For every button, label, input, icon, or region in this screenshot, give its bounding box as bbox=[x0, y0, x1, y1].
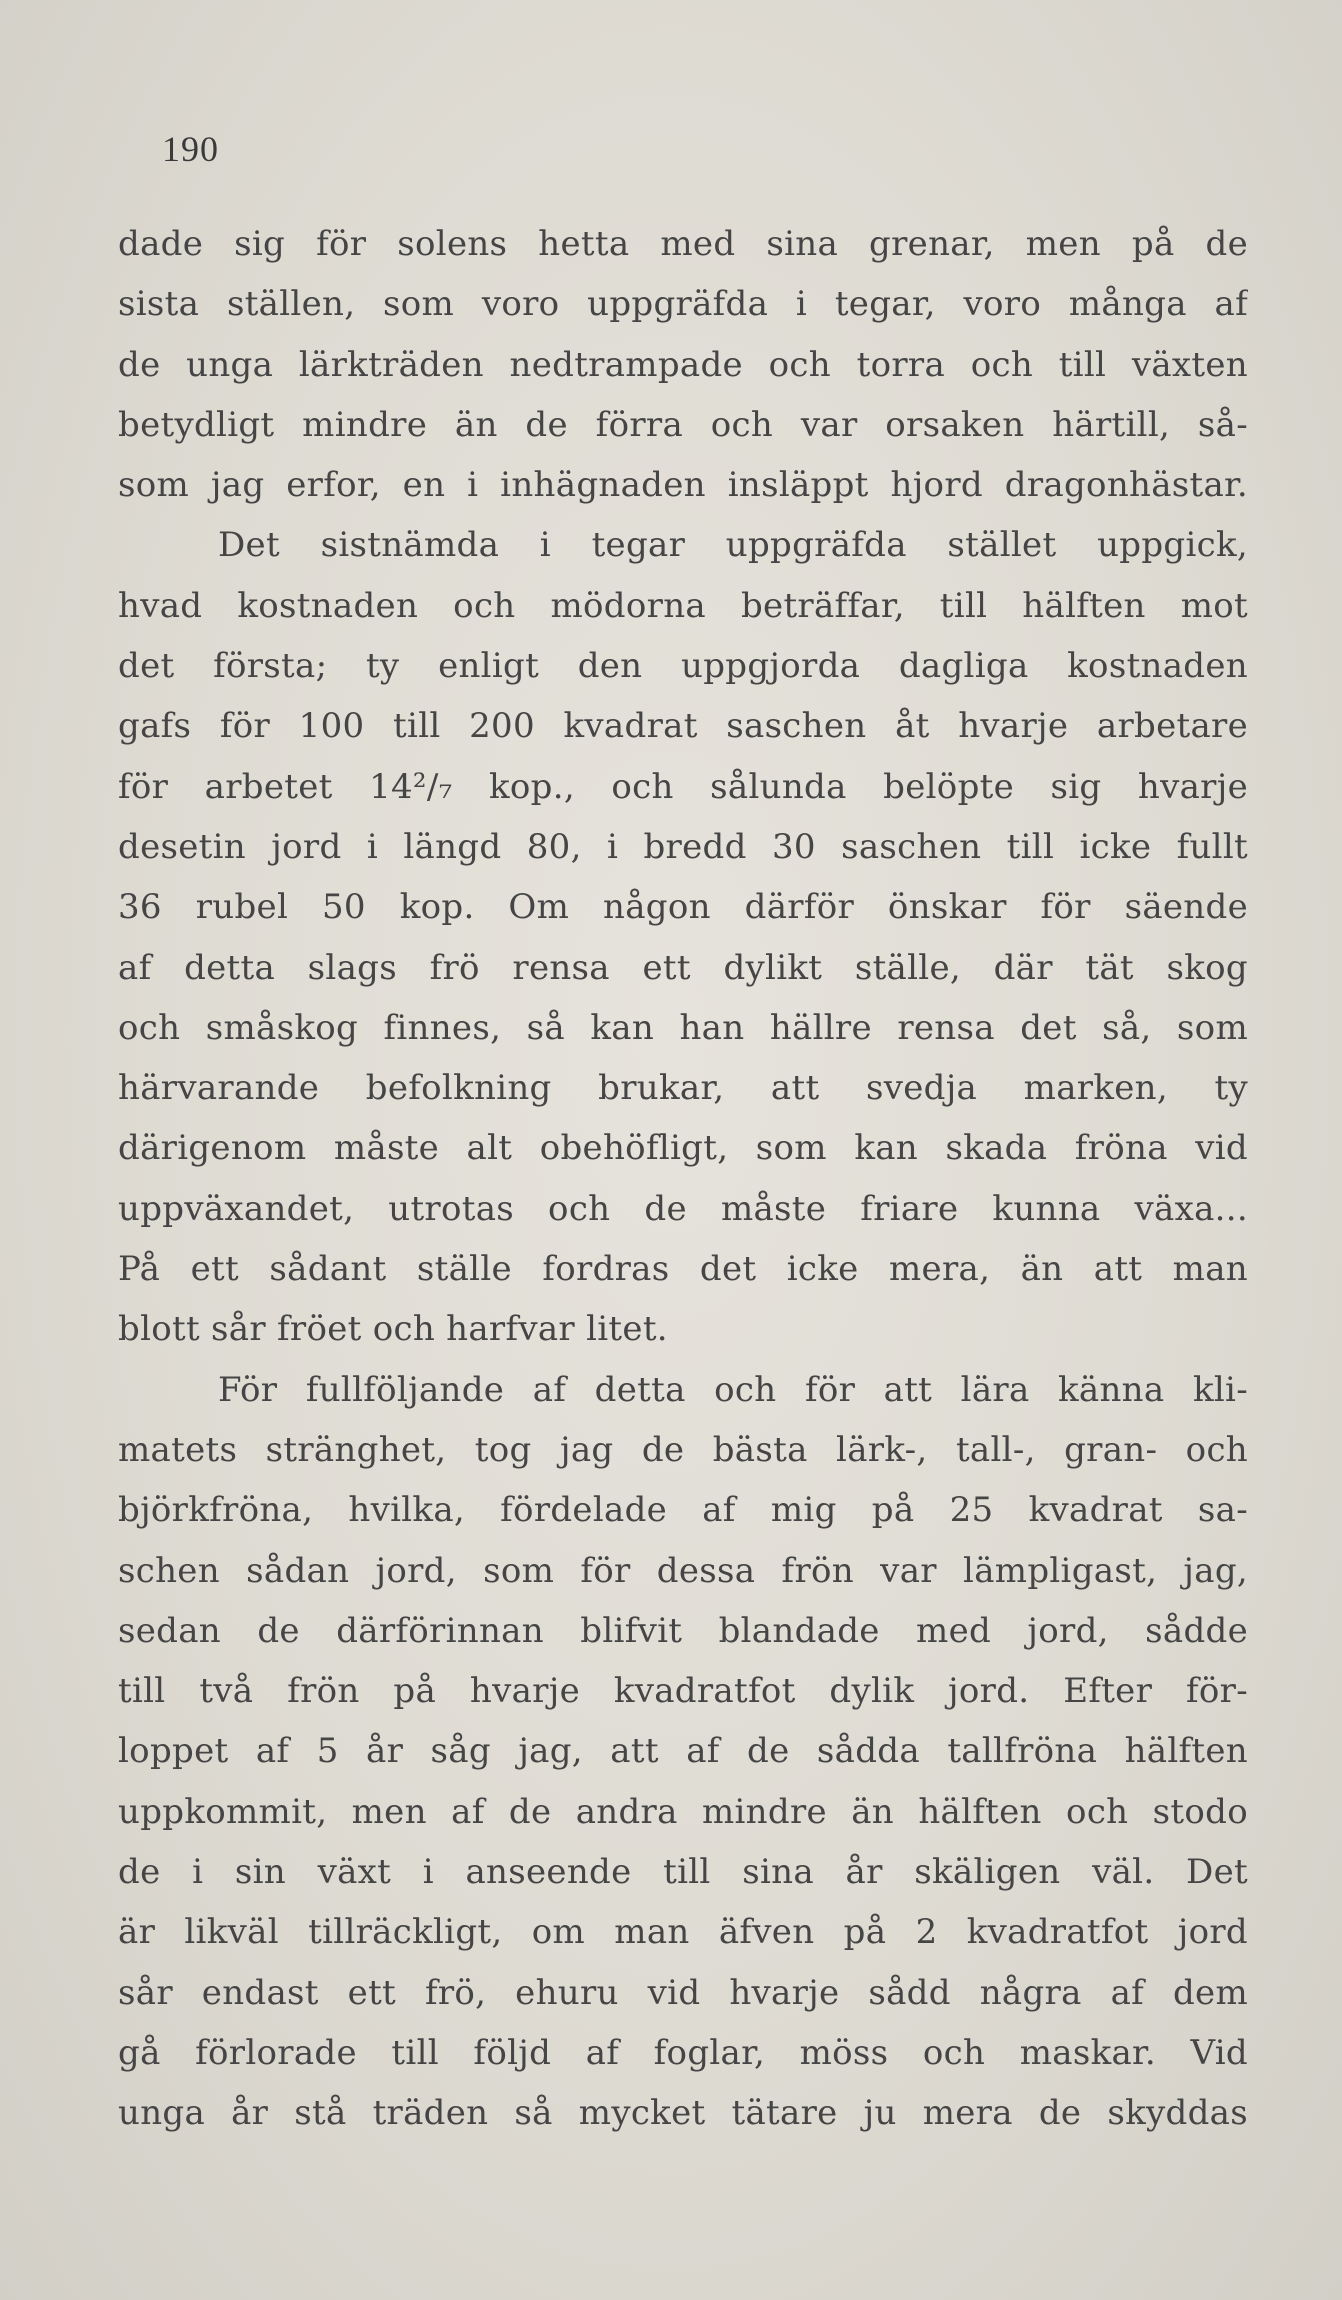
text-line: Det sistnämda i tegar uppgräfda stället uppgick, bbox=[218, 525, 1248, 566]
text-line: som jag erfor, en i inhägnaden insläppt hjord dragonhästar. bbox=[118, 465, 1248, 506]
text-line: matets stränghet, tog jag de bästa lärk-, tall-, gran- och bbox=[118, 1429, 1248, 1470]
text-line: björkfröna, hvilka, fördelade af mig på 25 kvadrat sa- bbox=[118, 1490, 1248, 1531]
text-line: För fullföljande af detta och för att lära känna kli- bbox=[218, 1369, 1248, 1410]
page-number: 190 bbox=[162, 129, 219, 169]
text-line: loppet af 5 år såg jag, att af de sådda tallfröna hälften bbox=[118, 1731, 1248, 1772]
text-line: de i sin växt i anseende till sina år skäligen väl. Det bbox=[118, 1852, 1248, 1893]
body-text bbox=[118, 214, 1248, 2144]
text-line: uppväxandet, utrotas och de måste friare kunna växa... bbox=[118, 1188, 1248, 1229]
text-line: gafs för 100 till 200 kvadrat saschen åt hvarje arbetare bbox=[118, 706, 1248, 747]
text-line: dade sig för solens hetta med sina grenar, men på de bbox=[118, 224, 1248, 264]
text-line: det första; ty enligt den uppgjorda dagliga kostnaden bbox=[118, 646, 1248, 687]
text-line: af detta slags frö rensa ett dylikt ställe, där tät skog bbox=[118, 947, 1248, 988]
text-line: är likväl tillräckligt, om man äfven på 2 kvadratfot jord bbox=[118, 1912, 1248, 1953]
text-line: schen sådan jord, som för dessa frön var lämpligast, jag, bbox=[118, 1550, 1248, 1591]
text-line: härvarande befolkning brukar, att svedja marken, ty bbox=[118, 1068, 1248, 1109]
text-line: unga år stå träden så mycket tätare ju mera de skyddas bbox=[118, 2093, 1248, 2134]
text-line: gå förlorade till följd af foglar, möss och maskar. Vid bbox=[118, 2032, 1248, 2073]
text-line: betydligt mindre än de förra och var orsaken härtill, så- bbox=[118, 404, 1248, 445]
text-line: desetin jord i längd 80, i bredd 30 saschen till icke fullt bbox=[118, 826, 1248, 867]
text-line: sår endast ett frö, ehuru vid hvarje sådd några af dem bbox=[118, 1972, 1248, 2013]
text-line: sista ställen, som voro uppgräfda i tegar, voro många af bbox=[118, 284, 1248, 325]
text-line: uppkommit, men af de andra mindre än hälften och stodo bbox=[118, 1791, 1248, 1832]
text-line: sedan de därförinnan blifvit blandade med jord, sådde bbox=[118, 1610, 1248, 1651]
text-line: de unga lärkträden nedtrampade och torra och till växten bbox=[118, 344, 1248, 385]
text-line: hvad kostnaden och mödorna beträffar, till hälften mot bbox=[118, 585, 1248, 626]
text-line: 36 rubel 50 kop. Om någon därför önskar för säende bbox=[118, 887, 1248, 928]
text-line: till två frön på hvarje kvadratfot dylik jord. Efter för- bbox=[118, 1671, 1248, 1712]
text-line: därigenom måste alt obehöfligt, som kan skada fröna vid bbox=[118, 1128, 1248, 1169]
text-line: och småskog finnes, så kan han hällre rensa det så, som bbox=[118, 1007, 1248, 1048]
text-line: blott sår fröet och harfvar litet. bbox=[118, 1309, 668, 1350]
text-line: för arbetet 14²/₇ kop., och sålunda belöpte sig hvarje bbox=[118, 766, 1248, 807]
text-line: På ett sådant ställe fordras det icke mera, än att man bbox=[118, 1249, 1248, 1290]
